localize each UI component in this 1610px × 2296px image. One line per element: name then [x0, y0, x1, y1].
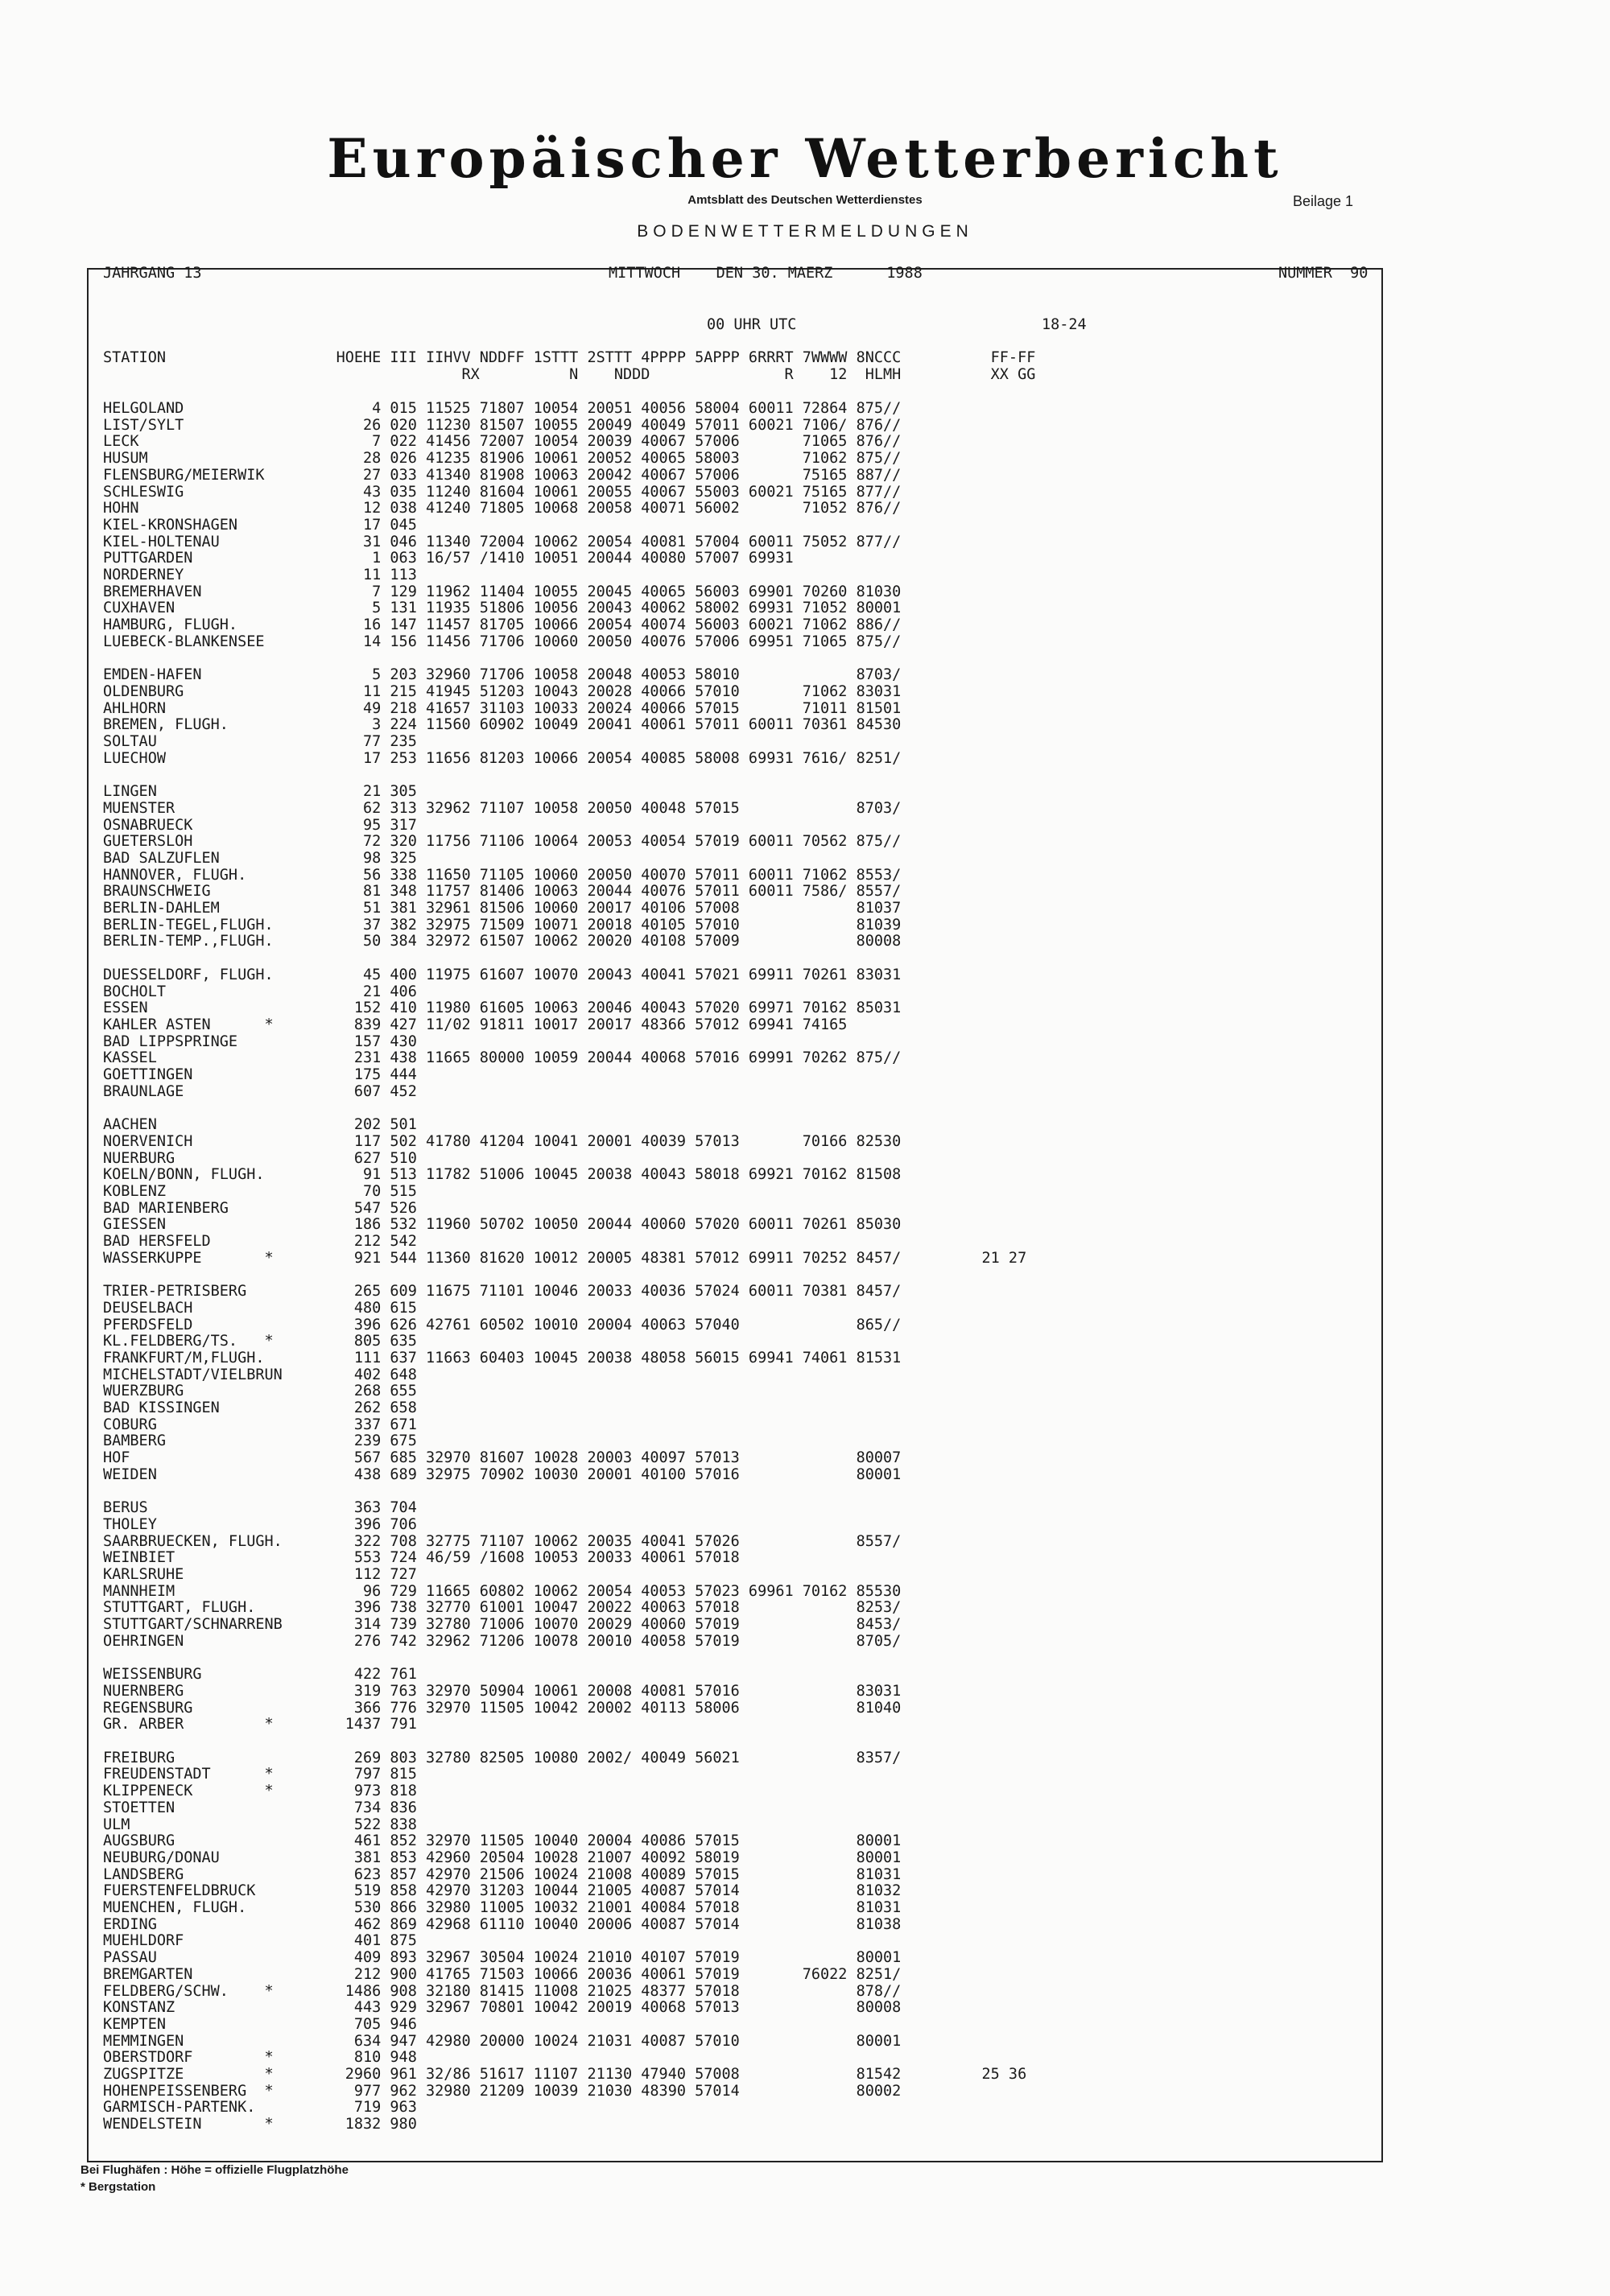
station-row: ESSEN 152 410 11980 61605 10063 20046 40043 57020 69971 70162 85031: [103, 1000, 902, 1017]
report-date: MITTWOCH DEN 30. MAERZ 1988: [609, 265, 923, 282]
station-row: STUTTGART, FLUGH. 396 738 32770 61001 10047 20022 40063 57018 8253/: [103, 1599, 902, 1617]
station-row: KASSEL 231 438 11665 80000 10059 20044 40068 57016 69991 70262 875//: [103, 1049, 902, 1067]
station-row: GARMISCH-PARTENK. 719 963: [103, 2099, 417, 2117]
station-row: NUERNBERG 319 763 32970 50904 10061 20008 40081 57016 83031: [103, 1682, 902, 1700]
station-row: MUENCHEN, FLUGH. 530 866 32980 11005 10032 21001 40084 57018 81031: [103, 1899, 902, 1916]
station-row: HOHENPEISSENBERG * 977 962 32980 21209 10039 21030 48390 57014 80002: [103, 2082, 902, 2100]
station-row: HOHN 12 038 41240 71805 10068 20058 40071 56002 71052 876//: [103, 500, 902, 517]
subtitle: Amtsblatt des Deutschen Wetterdienstes: [687, 193, 923, 207]
page-title: Europäischer Wetterbericht: [327, 127, 1283, 190]
station-row: BAD HERSFELD 212 542: [103, 1233, 417, 1250]
station-row: BREMEN, FLUGH. 3 224 11560 60902 10049 20041 40061 57011 60011 70361 84530: [103, 716, 902, 734]
group-separator: [103, 1651, 1375, 1667]
station-row: KOELN/BONN, FLUGH. 91 513 11782 51006 10045 20038 40043 58018 69921 70162 81508: [103, 1166, 902, 1184]
station-row: MUENSTER 62 313 32962 71107 10058 20050 40048 57015 8703/: [103, 799, 902, 817]
station-row: NEUBURG/DONAU 381 853 42960 20504 10028 21007 40092 58019 80001: [103, 1849, 902, 1866]
station-row: MANNHEIM 96 729 11665 60802 10062 20054 40053 57023 69961 70162 85530: [103, 1582, 902, 1600]
station-row: GR. ARBER * 1437 791: [103, 1716, 417, 1733]
station-row: LUEBECK-BLANKENSEE 14 156 11456 71706 10060 20050 40076 57006 69951 71065 875//: [103, 633, 902, 650]
station-row: THOLEY 396 706: [103, 1515, 417, 1533]
supplement-label: Beilage 1: [1293, 193, 1354, 209]
report-number: NUMMER 90: [1278, 265, 1368, 282]
station-row: COBURG 337 671: [103, 1416, 417, 1433]
group-separator: [103, 950, 1375, 967]
station-row: OLDENBURG 11 215 41945 51203 10043 20028 40066 57010 71062 83031: [103, 682, 902, 700]
station-row: FREIBURG 269 803 32780 82505 10080 2002/ 40049 56021 8357/: [103, 1749, 902, 1766]
station-row: KARLSRUHE 112 727: [103, 1566, 417, 1583]
station-row: LECK 7 022 41456 72007 10054 20039 40067 57006 71065 876//: [103, 433, 902, 451]
station-row: DEUSELBACH 480 615: [103, 1299, 417, 1317]
footnote-airports: Bei Flughäfen : Höhe = offizielle Flugplatzhöhe: [80, 2163, 349, 2177]
station-row: BAMBERG 239 675: [103, 1432, 417, 1450]
footnotes: [80, 2162, 349, 2195]
volume-label: JAHRGANG 13: [103, 265, 202, 282]
station-row: KL.FELDBERG/TS. * 805 635: [103, 1333, 417, 1350]
section-heading: BODENWETTERMELDUNGEN: [637, 222, 973, 241]
station-row: BREMERHAVEN 7 129 11962 11404 10055 20045 40065 56003 69901 70260 81030: [103, 583, 902, 600]
station-row: FELDBERG/SCHW. * 1486 908 32180 81415 11008 21025 48377 57018 878//: [103, 1982, 902, 2000]
station-row: LANDSBERG 623 857 42970 21506 10024 21008 40089 57015 81031: [103, 1865, 902, 1883]
station-row: OSNABRUECK 95 317: [103, 816, 417, 834]
station-row: PUTTGARDEN 1 063 16/57 /1410 10051 20044 40080 57007 69931: [103, 550, 794, 567]
wind-period: 18-24: [1042, 316, 1087, 333]
station-row: PASSAU 409 893 32967 30504 10024 21010 40107 57019 80001: [103, 1949, 902, 1967]
station-row: FLENSBURG/MEIERWIK 27 033 41340 81908 10063 20042 40067 57006 75165 887//: [103, 466, 902, 484]
station-row: ULM 522 838: [103, 1816, 417, 1833]
column-subheaders: RX N NDDD R 12 HLMH XX GG: [103, 366, 1036, 383]
station-row: KLIPPENECK * 973 818: [103, 1783, 417, 1800]
station-row: SOLTAU 77 235: [103, 733, 417, 750]
station-row: CUXHAVEN 5 131 11935 51806 10056 20043 40062 58002 69931 71052 80001: [103, 600, 902, 617]
station-row: FRANKFURT/M,FLUGH. 111 637 11663 60403 10045 20038 48058 56015 69941 74061 81531: [103, 1349, 902, 1366]
station-row: KOBLENZ 70 515: [103, 1182, 417, 1200]
station-row: FREUDENSTADT * 797 815: [103, 1766, 417, 1783]
station-row: STOETTEN 734 836: [103, 1799, 417, 1816]
station-row: GUETERSLOH 72 320 11756 71106 10064 20053 40054 57019 60011 70562 875//: [103, 833, 902, 851]
station-row: BREMGARTEN 212 900 41765 71503 10066 20036 40061 57019 76022 8251/: [103, 1965, 902, 1983]
station-row: WEINBIET 553 724 46/59 /1608 10053 20033 40061 57018: [103, 1549, 740, 1567]
station-row: LINGEN 21 305: [103, 783, 417, 801]
footnote-mountain: * Bergstation: [80, 2180, 156, 2194]
station-row: LUECHOW 17 253 11656 81203 10066 20054 40085 58008 69931 7616/ 8251/: [103, 749, 902, 767]
station-row: FUERSTENFELDBRUCK 519 858 42970 31203 10044 21005 40087 57014 81032: [103, 1882, 902, 1900]
station-row: AHLHORN 49 218 41657 31103 10033 20024 40066 57015 71011 81501: [103, 699, 902, 717]
station-row: BAD MARIENBERG 547 526: [103, 1199, 417, 1217]
station-row: GOETTINGEN 175 444: [103, 1066, 417, 1083]
station-row: KONSTANZ 443 929 32967 70801 10042 20019 40068 57013 80008: [103, 1999, 902, 2017]
station-row: BERLIN-DAHLEM 51 381 32961 81506 10060 20017 40106 57008 81037: [103, 900, 902, 917]
station-row: MUEHLDORF 401 875: [103, 1932, 417, 1950]
station-row: STUTTGART/SCHNARRENB 314 739 32780 71006 10070 20029 40060 57019 8453/: [103, 1616, 902, 1634]
station-row: SCHLESWIG 43 035 11240 81604 10061 20055 40067 55003 60021 75165 877//: [103, 483, 902, 501]
station-row: BERLIN-TEMP.,FLUGH. 50 384 32972 61507 10062 20020 40108 57009 80008: [103, 933, 902, 950]
station-row: KIEL-HOLTENAU 31 046 11340 72004 10062 20054 40081 57004 60011 75052 877//: [103, 533, 902, 550]
station-row: BRAUNSCHWEIG 81 348 11757 81406 10063 20044 40076 57011 60011 7586/ 8557/: [103, 883, 902, 901]
station-row: NORDERNEY 11 113: [103, 567, 417, 583]
station-row: AACHEN 202 501: [103, 1116, 417, 1134]
station-row: WEIDEN 438 689 32975 70902 10030 20001 40100 57016 80001: [103, 1465, 902, 1483]
group-separator: [103, 767, 1375, 783]
station-row: HOF 567 685 32970 81607 10028 20003 40097 57013 80007: [103, 1449, 902, 1467]
station-row: WEISSENBURG 422 761: [103, 1666, 417, 1684]
station-row: BAD SALZUFLEN 98 325: [103, 849, 417, 867]
station-row: OBERSTDORF * 810 948: [103, 2049, 417, 2067]
station-row: REGENSBURG 366 776 32970 11505 10042 20002 40113 58006 81040: [103, 1699, 902, 1717]
station-row: KAHLER ASTEN * 839 427 11/02 91811 10017 20017 48366 57012 69941 74165: [103, 1016, 848, 1033]
station-row: BAD LIPPSPRINGE 157 430: [103, 1033, 417, 1050]
station-row: NUERBURG 627 510: [103, 1149, 417, 1167]
station-row: DUESSELDORF, FLUGH. 45 400 11975 61607 10070 20043 40041 57021 69911 70261 83031: [103, 966, 902, 983]
observation-time: 00 UHR UTC: [707, 316, 797, 333]
station-row: LIST/SYLT 26 020 11230 81507 10055 20049 40049 57011 60021 7106/ 876//: [103, 416, 902, 434]
station-row: KIEL-KRONSHAGEN 17 045: [103, 516, 417, 534]
station-row: NOERVENICH 117 502 41780 41204 10041 20001 40039 57013 70166 82530: [103, 1132, 902, 1150]
group-separator: [103, 1267, 1375, 1283]
station-row: HUSUM 28 026 41235 81906 10061 20052 40065 58003 71062 875//: [103, 450, 902, 468]
station-row: OEHRINGEN 276 742 32962 71206 10078 20010 40058 57019 8705/: [103, 1632, 902, 1650]
station-row: BERLIN-TEGEL,FLUGH. 37 382 32975 71509 10071 20018 40105 57010 81039: [103, 916, 902, 934]
station-row: SAARBRUECKEN, FLUGH. 322 708 32775 71107 10062 20035 40041 57026 8557/: [103, 1532, 902, 1550]
station-row: BOCHOLT 21 406: [103, 983, 417, 1000]
station-row: KEMPTEN 705 946: [103, 2015, 417, 2033]
station-row: BERUS 363 704: [103, 1499, 417, 1517]
station-row: AUGSBURG 461 852 32970 11505 10040 20004 40086 57015 80001: [103, 1832, 902, 1850]
group-separator: [103, 1733, 1375, 1750]
column-headers: STATION HOEHE III IIHVV NDDFF 1STTT 2STTT 4PPPP 5APPP 6RRRT 7WWWW 8NCCC FF-FF: [103, 349, 1036, 366]
group-separator: [103, 651, 1375, 667]
station-row: ERDING 462 869 42968 61110 10040 20006 40087 57014 81038: [103, 1915, 902, 1933]
station-row: BRAUNLAGE 607 452: [103, 1082, 417, 1100]
station-row: MICHELSTADT/VIELBRUN 402 648: [103, 1366, 417, 1383]
station-row: BAD KISSINGEN 262 658: [103, 1399, 417, 1416]
station-row: HAMBURG, FLUGH. 16 147 11457 81705 10066 20054 40074 56003 60021 71062 886//: [103, 616, 902, 634]
station-row: EMDEN-HAFEN 5 203 32960 71706 10058 20048 40053 58010 8703/: [103, 666, 902, 684]
group-separator: [103, 1100, 1375, 1116]
station-row: GIESSEN 186 532 11960 50702 10050 20044 40060 57020 60011 70261 85030: [103, 1216, 902, 1234]
station-row: HELGOLAND 4 015 11525 71807 10054 20051 40056 58004 60011 72864 875//: [103, 400, 902, 417]
station-row: PFERDSFELD 396 626 42761 60502 10010 20004 40063 57040 865//: [103, 1316, 902, 1333]
station-row: HANNOVER, FLUGH. 56 338 11650 71105 10060 20050 40070 57011 60011 71062 8553/: [103, 866, 902, 884]
station-row: WASSERKUPPE * 921 544 11360 81620 10012 20005 48381 57012 69911 70252 8457/ 21 27: [103, 1249, 1027, 1267]
station-row: ZUGSPITZE * 2960 961 32/86 51617 11107 21130 47940 57008 81542 25 36: [103, 2066, 1027, 2083]
station-row: MEMMINGEN 634 947 42980 20000 10024 21031 40087 57010 80001: [103, 2032, 902, 2050]
station-row: WENDELSTEIN * 1832 980: [103, 2116, 417, 2133]
station-row: WUERZBURG 268 655: [103, 1383, 417, 1400]
station-row: TRIER-PETRISBERG 265 609 11675 71101 10046 20033 40036 57024 60011 70381 8457/: [103, 1283, 902, 1301]
group-separator: [103, 1484, 1375, 1500]
